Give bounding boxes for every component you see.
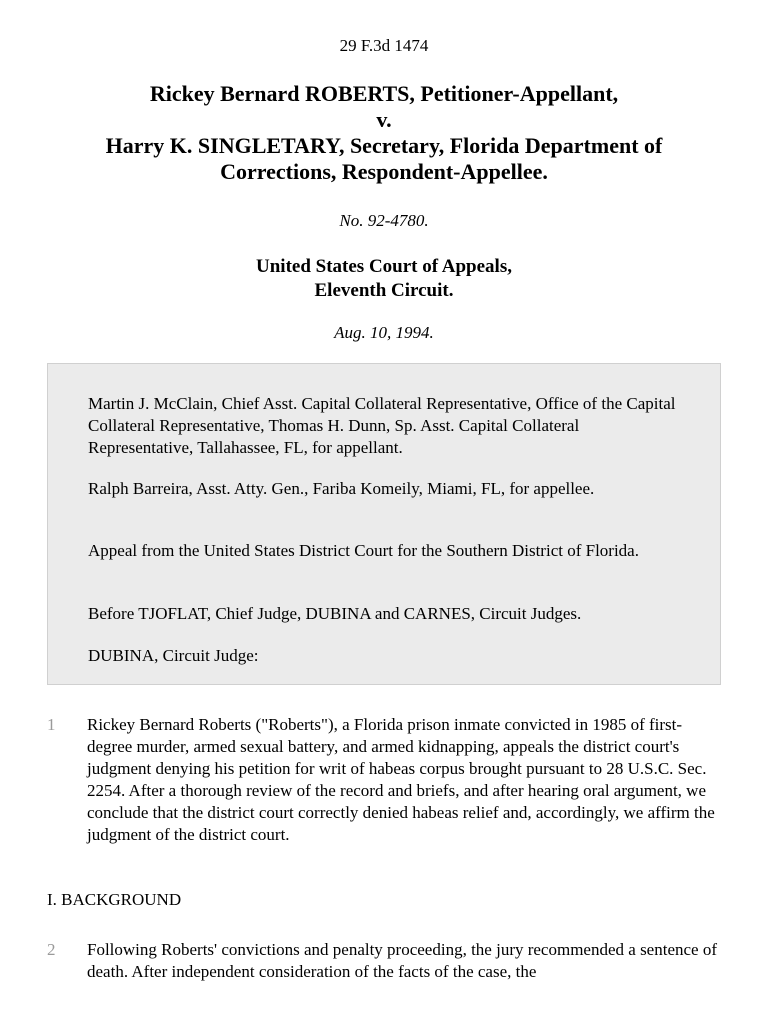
prelims-box xyxy=(47,363,721,685)
docket-number: No. 92-4780. xyxy=(339,211,429,230)
paragraph-text: Rickey Bernard Roberts ("Roberts"), a Florida prison inmate convicted in 1985 of first-degree murder, armed sexual battery, and armed kidnapping, appeals the district court's judgment denying his petition for writ of habeas corpus brought pursuant to 28 U.S.C. Sec. 2254. After a thorough review of the record and briefs, and after hearing oral argument, we conclude that the district court correctly denied habeas relief and, accordingly, we affirm the judgment of the district court. xyxy=(87,715,715,844)
section-heading-background: I. BACKGROUND xyxy=(47,890,182,909)
case-title xyxy=(40,81,728,185)
court-name-line1: United States Court of Appeals, xyxy=(256,256,512,277)
paragraph-number[interactable]: 2 xyxy=(47,940,56,959)
paragraph-text: Following Roberts' convictions and penalty proceeding, the jury recommended a sentence of death. After independent consideration of the facts of the case, the xyxy=(87,940,717,981)
appeal-from: Appeal from the United States District Court for the Southern District of Florida. xyxy=(88,541,639,560)
paragraph-number[interactable]: 1 xyxy=(47,715,56,734)
panel-judges: Before TJOFLAT, Chief Judge, DUBINA and CARNES, Circuit Judges. xyxy=(88,604,582,623)
counsel-for-appellant: Martin J. McClain, Chief Asst. Capital Collateral Representative, Office of the Capital Collateral Representative, Thomas H. Dunn, Sp. Asst. Capital Collateral Representative, Tallahassee, FL, for appellant. xyxy=(88,394,676,457)
case-title-appellee-line2: Corrections, Respondent-Appellee. xyxy=(220,159,548,184)
counsel-for-appellee: Ralph Barreira, Asst. Atty. Gen., Fariba Komeily, Miami, FL, for appellee. xyxy=(88,479,595,498)
case-title-appellee-line1: Harry K. SINGLETARY, Secretary, Florida Department of xyxy=(105,133,663,158)
court-name-line2: Eleventh Circuit. xyxy=(314,280,454,301)
court-name xyxy=(0,255,768,303)
opinion-author: DUBINA, Circuit Judge: xyxy=(88,646,259,665)
decision-date: Aug. 10, 1994. xyxy=(334,323,434,342)
case-title-appellant: Rickey Bernard ROBERTS, Petitioner-Appellant, xyxy=(149,81,619,106)
case-citation: 29 F.3d 1474 xyxy=(339,36,429,55)
case-title-versus: v. xyxy=(376,107,392,132)
